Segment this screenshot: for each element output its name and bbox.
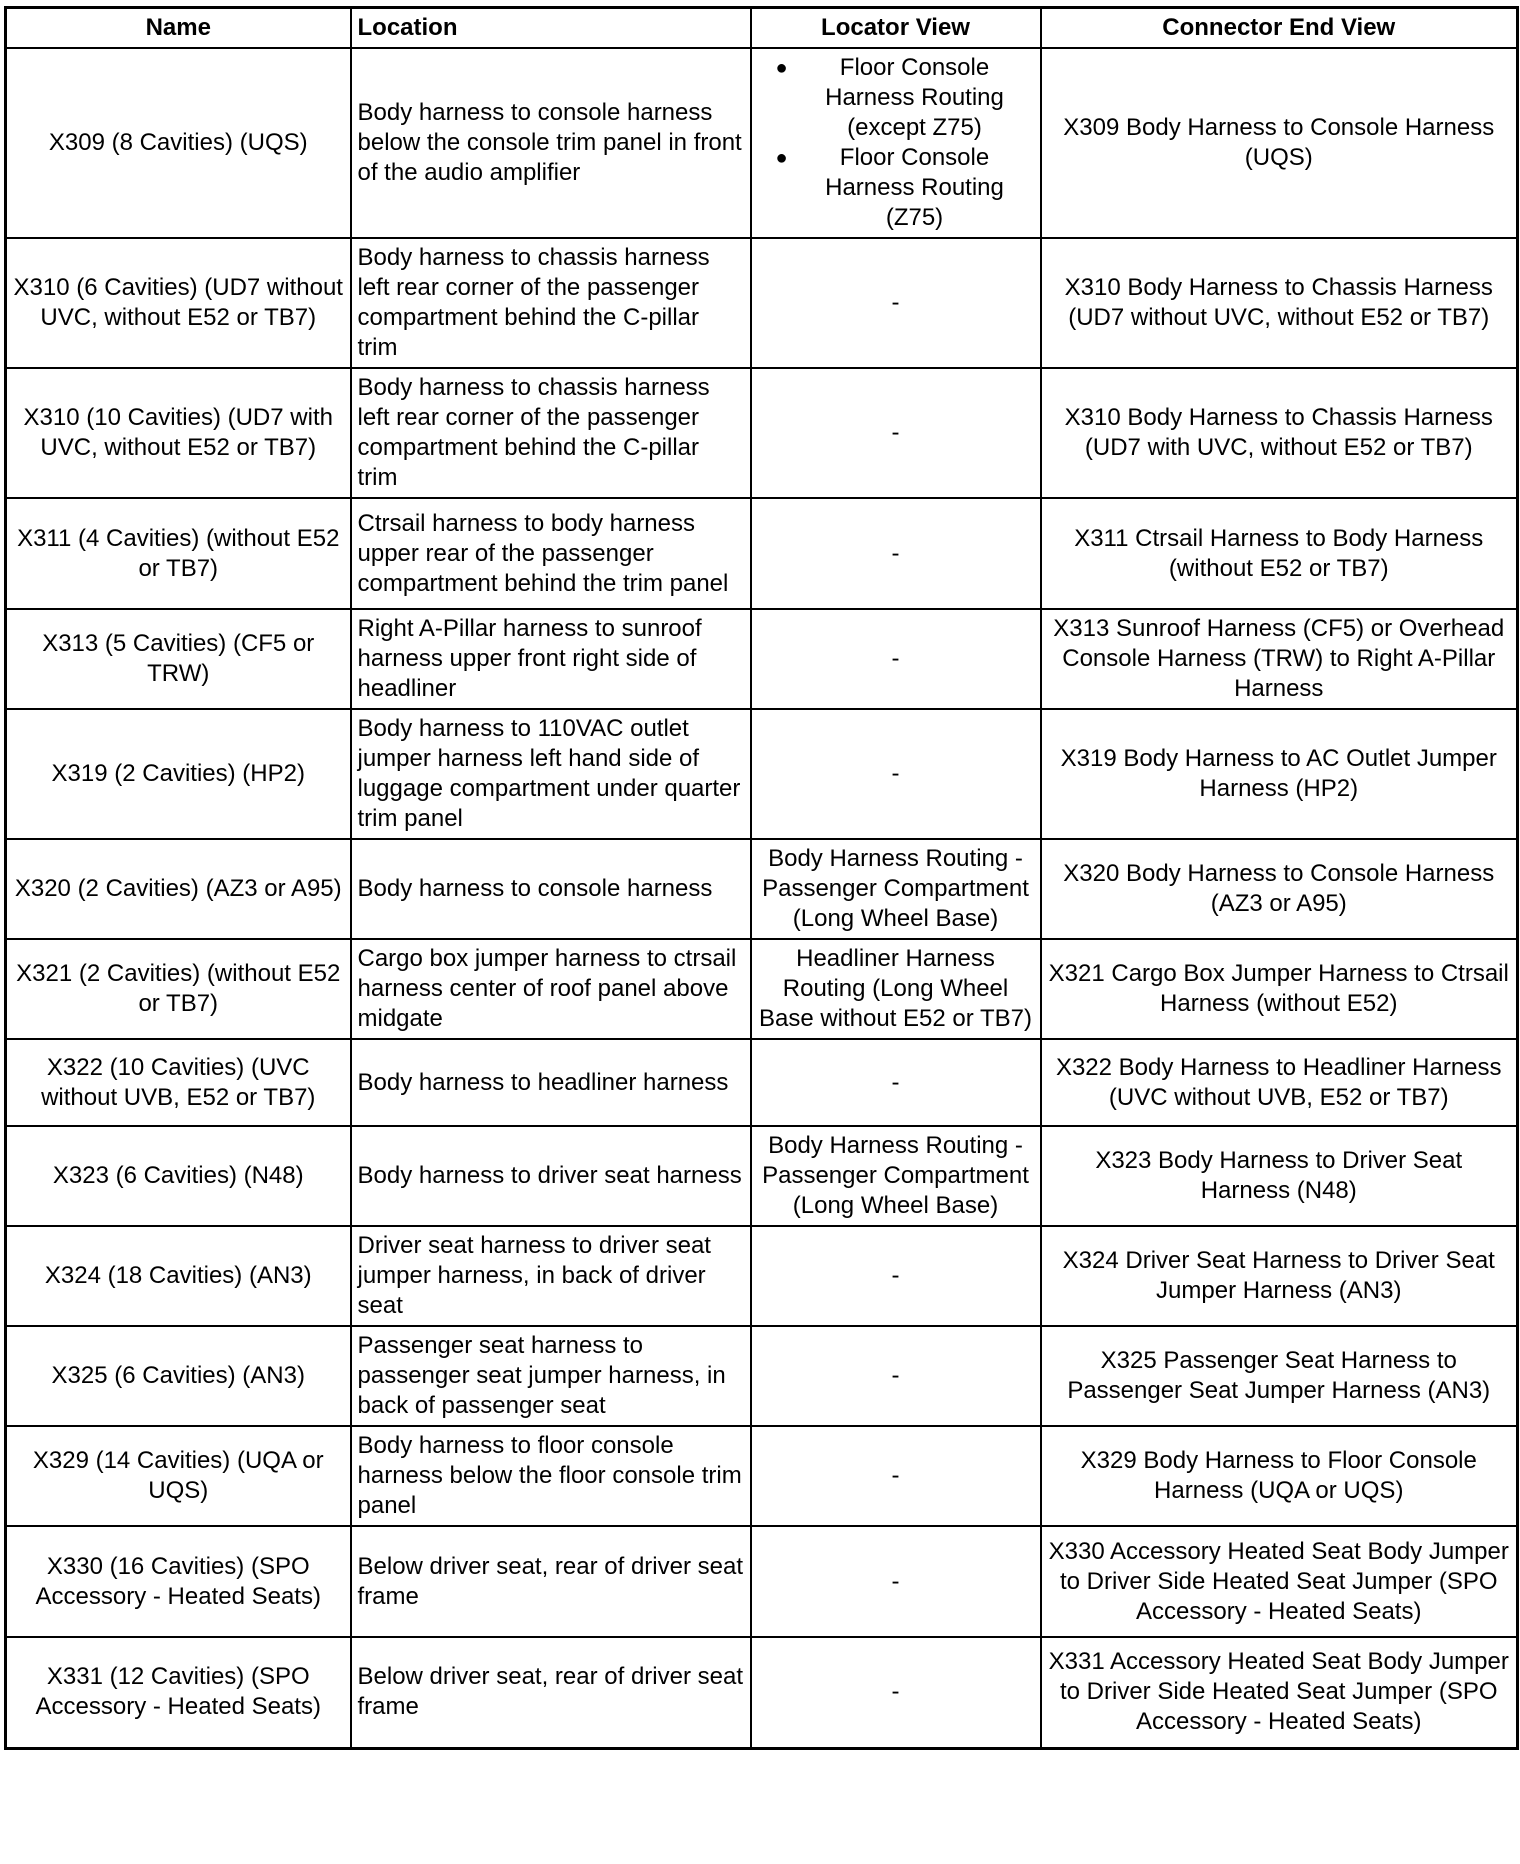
- table-row: [6, 368, 1518, 498]
- connector-table: [4, 6, 1519, 1750]
- header-location: Location: [351, 8, 751, 49]
- cell-name: X331 (12 Cavities) (SPO Accessory - Heated Seats): [6, 1637, 351, 1748]
- cell-name: X319 (2 Cavities) (HP2): [6, 709, 351, 839]
- header-connector-end-view: Connector End View: [1041, 8, 1518, 49]
- locator-link[interactable]: Floor Console Harness Routing (except Z75): [825, 54, 1004, 141]
- cell-connector-end-view[interactable]: X321 Cargo Box Jumper Harness to Ctrsail Harness (without E52): [1041, 939, 1518, 1039]
- cell-locator-view: -: [751, 609, 1041, 709]
- cell-connector-end-view[interactable]: X309 Body Harness to Console Harness (UQS): [1041, 48, 1518, 238]
- cell-locator-view: -: [751, 368, 1041, 498]
- cell-locator-view: -: [751, 1637, 1041, 1748]
- cell-connector-end-view[interactable]: X313 Sunroof Harness (CF5) or Overhead Console Harness (TRW) to Right A-Pillar Harness: [1041, 609, 1518, 709]
- cell-name: X311 (4 Cavities) (without E52 or TB7): [6, 498, 351, 609]
- cell-location: Body harness to floor console harness below the floor console trim panel: [351, 1426, 751, 1526]
- cell-location: Body harness to headliner harness: [351, 1039, 751, 1126]
- cell-locator-view: -: [751, 1326, 1041, 1426]
- cell-name: X322 (10 Cavities) (UVC without UVB, E52 or TB7): [6, 1039, 351, 1126]
- cell-location: Below driver seat, rear of driver seat frame: [351, 1637, 751, 1748]
- table-row: [6, 1126, 1518, 1226]
- table-row: [6, 498, 1518, 609]
- cell-name: X330 (16 Cavities) (SPO Accessory - Heated Seats): [6, 1526, 351, 1637]
- cell-connector-end-view[interactable]: X324 Driver Seat Harness to Driver Seat Jumper Harness (AN3): [1041, 1226, 1518, 1326]
- bullet-icon: ●: [775, 57, 788, 79]
- bullet-icon: ●: [775, 147, 788, 169]
- locator-link[interactable]: Floor Console Harness Routing (Z75): [825, 144, 1004, 231]
- table-row: [6, 939, 1518, 1039]
- connector-table-container: [4, 6, 1516, 1750]
- cell-locator-view: -: [751, 238, 1041, 368]
- cell-connector-end-view[interactable]: X322 Body Harness to Headliner Harness (UVC without UVB, E52 or TB7): [1041, 1039, 1518, 1126]
- table-row: [6, 1526, 1518, 1637]
- cell-locator-view: -: [751, 1039, 1041, 1126]
- cell-location: Body harness to chassis harness left rear corner of the passenger compartment behind the C-pillar trim: [351, 238, 751, 368]
- cell-locator-view: -: [751, 1426, 1041, 1526]
- header-locator-view: Locator View: [751, 8, 1041, 49]
- cell-locator-view: [751, 48, 1041, 238]
- cell-connector-end-view[interactable]: X331 Accessory Heated Seat Body Jumper to Driver Side Heated Seat Jumper (SPO Accessory - Heated Seats): [1041, 1637, 1518, 1748]
- cell-location: Body harness to console harness below the console trim panel in front of the audio amplifier: [351, 48, 751, 238]
- locator-list-item: [775, 143, 1034, 233]
- cell-location: Below driver seat, rear of driver seat frame: [351, 1526, 751, 1637]
- cell-connector-end-view[interactable]: X320 Body Harness to Console Harness (AZ3 or A95): [1041, 839, 1518, 939]
- cell-location: Passenger seat harness to passenger seat jumper harness, in back of passenger seat: [351, 1326, 751, 1426]
- table-row: [6, 1426, 1518, 1526]
- header-row: [6, 8, 1518, 49]
- cell-location: Ctrsail harness to body harness upper rear of the passenger compartment behind the trim panel: [351, 498, 751, 609]
- cell-name: X310 (10 Cavities) (UD7 with UVC, without E52 or TB7): [6, 368, 351, 498]
- cell-location: Driver seat harness to driver seat jumper harness, in back of driver seat: [351, 1226, 751, 1326]
- table-row: [6, 1226, 1518, 1326]
- cell-location: Body harness to chassis harness left rear corner of the passenger compartment behind the C-pillar trim: [351, 368, 751, 498]
- cell-name: X323 (6 Cavities) (N48): [6, 1126, 351, 1226]
- cell-location: Cargo box jumper harness to ctrsail harness center of roof panel above midgate: [351, 939, 751, 1039]
- cell-connector-end-view[interactable]: X323 Body Harness to Driver Seat Harness (N48): [1041, 1126, 1518, 1226]
- table-row: [6, 1039, 1518, 1126]
- cell-connector-end-view[interactable]: X329 Body Harness to Floor Console Harness (UQA or UQS): [1041, 1426, 1518, 1526]
- cell-location: Body harness to driver seat harness: [351, 1126, 751, 1226]
- table-row: [6, 839, 1518, 939]
- cell-locator-view: -: [751, 1226, 1041, 1326]
- cell-locator-view: -: [751, 498, 1041, 609]
- table-row: [6, 609, 1518, 709]
- table-row: [6, 709, 1518, 839]
- locator-list: [758, 53, 1034, 233]
- cell-connector-end-view[interactable]: X325 Passenger Seat Harness to Passenger Seat Jumper Harness (AN3): [1041, 1326, 1518, 1426]
- cell-name: X325 (6 Cavities) (AN3): [6, 1326, 351, 1426]
- table-row: [6, 48, 1518, 238]
- cell-location: Body harness to 110VAC outlet jumper harness left hand side of luggage compartment under quarter trim panel: [351, 709, 751, 839]
- cell-name: X320 (2 Cavities) (AZ3 or A95): [6, 839, 351, 939]
- header-name: Name: [6, 8, 351, 49]
- cell-locator-view: -: [751, 709, 1041, 839]
- table-row: [6, 1637, 1518, 1748]
- cell-name: X324 (18 Cavities) (AN3): [6, 1226, 351, 1326]
- cell-locator-view[interactable]: Body Harness Routing - Passenger Compartment (Long Wheel Base): [751, 1126, 1041, 1226]
- cell-locator-view: -: [751, 1526, 1041, 1637]
- cell-location: Body harness to console harness: [351, 839, 751, 939]
- cell-locator-view[interactable]: Body Harness Routing - Passenger Compartment (Long Wheel Base): [751, 839, 1041, 939]
- cell-name: X321 (2 Cavities) (without E52 or TB7): [6, 939, 351, 1039]
- cell-name: X310 (6 Cavities) (UD7 without UVC, without E52 or TB7): [6, 238, 351, 368]
- cell-name: X329 (14 Cavities) (UQA or UQS): [6, 1426, 351, 1526]
- cell-name: X309 (8 Cavities) (UQS): [6, 48, 351, 238]
- cell-connector-end-view[interactable]: X311 Ctrsail Harness to Body Harness (without E52 or TB7): [1041, 498, 1518, 609]
- table-row: [6, 1326, 1518, 1426]
- table-row: [6, 238, 1518, 368]
- cell-location: Right A-Pillar harness to sunroof harness upper front right side of headliner: [351, 609, 751, 709]
- cell-name: X313 (5 Cavities) (CF5 or TRW): [6, 609, 351, 709]
- cell-connector-end-view[interactable]: X319 Body Harness to AC Outlet Jumper Harness (HP2): [1041, 709, 1518, 839]
- cell-connector-end-view[interactable]: X310 Body Harness to Chassis Harness (UD7 with UVC, without E52 or TB7): [1041, 368, 1518, 498]
- locator-list-item: [775, 53, 1034, 143]
- cell-locator-view[interactable]: Headliner Harness Routing (Long Wheel Base without E52 or TB7): [751, 939, 1041, 1039]
- cell-connector-end-view[interactable]: X330 Accessory Heated Seat Body Jumper to Driver Side Heated Seat Jumper (SPO Accessory - Heated Seats): [1041, 1526, 1518, 1637]
- cell-connector-end-view[interactable]: X310 Body Harness to Chassis Harness (UD7 without UVC, without E52 or TB7): [1041, 238, 1518, 368]
